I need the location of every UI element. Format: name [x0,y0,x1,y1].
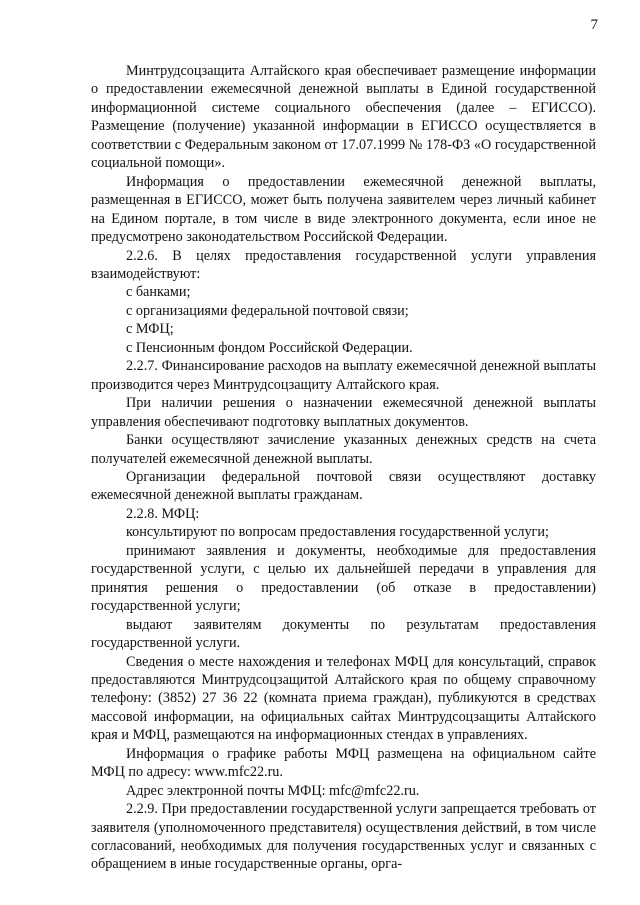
list-item-consult: консультируют по вопросам предоставления государственной услуги; [126,524,549,541]
document-body [91,62,596,874]
paragraph-mfc-contacts: Сведения о месте нахождения и телефонах МФЦ для консультаций, справок предоставляются Минтрудсоцзащитой Алтайского края по общему справочному телефону: (3852) 27 36 22 (комната приема граждан), публикуются в средствах массовой информации, на официальных сайтах Минтрудсоцзащиты Алтайского края и МФЦ, размещаются на информационных стендах в управлениях. [91,653,596,744]
list-item-banks: с банками; [126,284,191,301]
paragraph-2-2-9: 2.2.9. При предоставлении государственной услуги запрещается требовать от заявителя (уполномоченного представителя) осуществления действий, в том числе согласований, необходимых для получения государственных услуг и связанных с обращением в иные государственные органы, орга- [91,801,596,873]
paragraph-postal-delivery: Организации федеральной почтовой связи осуществляют доставку ежемесячной денежной выплаты гражданам. [91,468,596,504]
page-number: 7 [590,17,598,33]
paragraph-2-2-6: 2.2.6. В целях предоставления государственной услуги управления взаимодействуют: [91,247,596,282]
paragraph-2-2-7: 2.2.7. Финансирование расходов на выплату ежемесячной денежной выплаты производится через Минтрудсоцзащиту Алтайского края. [91,358,596,393]
paragraph-egisso-access: Информация о предоставлении ежемесячной денежной выплаты, размещенная в ЕГИССО, может быть получена заявителем через личный кабинет на Едином портале, в том числе в виде электронного документа, если иное не предусмотрено законодательством Российской Федерации. [91,173,596,246]
paragraph-banks: Банки осуществляют зачисление указанных денежных средств на счета получателей ежемесячной денежной выплаты. [91,432,596,467]
paragraph-mfc-schedule: Информация о графике работы МФЦ размещена на официальном сайте МФЦ по адресу: www.mfc22.ru. [91,745,596,781]
list-item-accept: принимают заявления и документы, необходимые для предоставления государственной услуги, с целью их дальнейшей передачи в управления для принятия решения о предоставлении (об отказе в предоставлении) государственной услуги; [91,542,596,615]
list-item-postal: с организациями федеральной почтовой связи; [126,302,409,319]
paragraph-mfc-email: Адрес электронной почты МФЦ: mfc@mfc22.ru. [126,782,420,799]
list-item-issue: выдают заявителям документы по результатам предоставления государственной услуги. [91,616,596,652]
list-item-mfc: с МФЦ; [126,321,174,338]
list-item-pension-fund: с Пенсионным фондом Российской Федерации. [126,339,413,356]
paragraph-payment-documents: При наличии решения о назначении ежемесячной денежной выплаты управления обеспечивают подготовку выплатных документов. [91,395,596,430]
paragraph-egisso-placement: Минтрудсоцзащита Алтайского края обеспечивает размещение информации о предоставлении ежемесячной денежной выплаты в Единой государственной информационной системе социального обеспечения (далее – ЕГИССО). Размещение (получение) указанной информации в ЕГИССО осуществляется в соответствии с Федеральным законом от 17.07.1999 № 178-ФЗ «О государственной социальной помощи». [91,63,596,172]
paragraph-2-2-8: 2.2.8. МФЦ: [126,505,200,522]
